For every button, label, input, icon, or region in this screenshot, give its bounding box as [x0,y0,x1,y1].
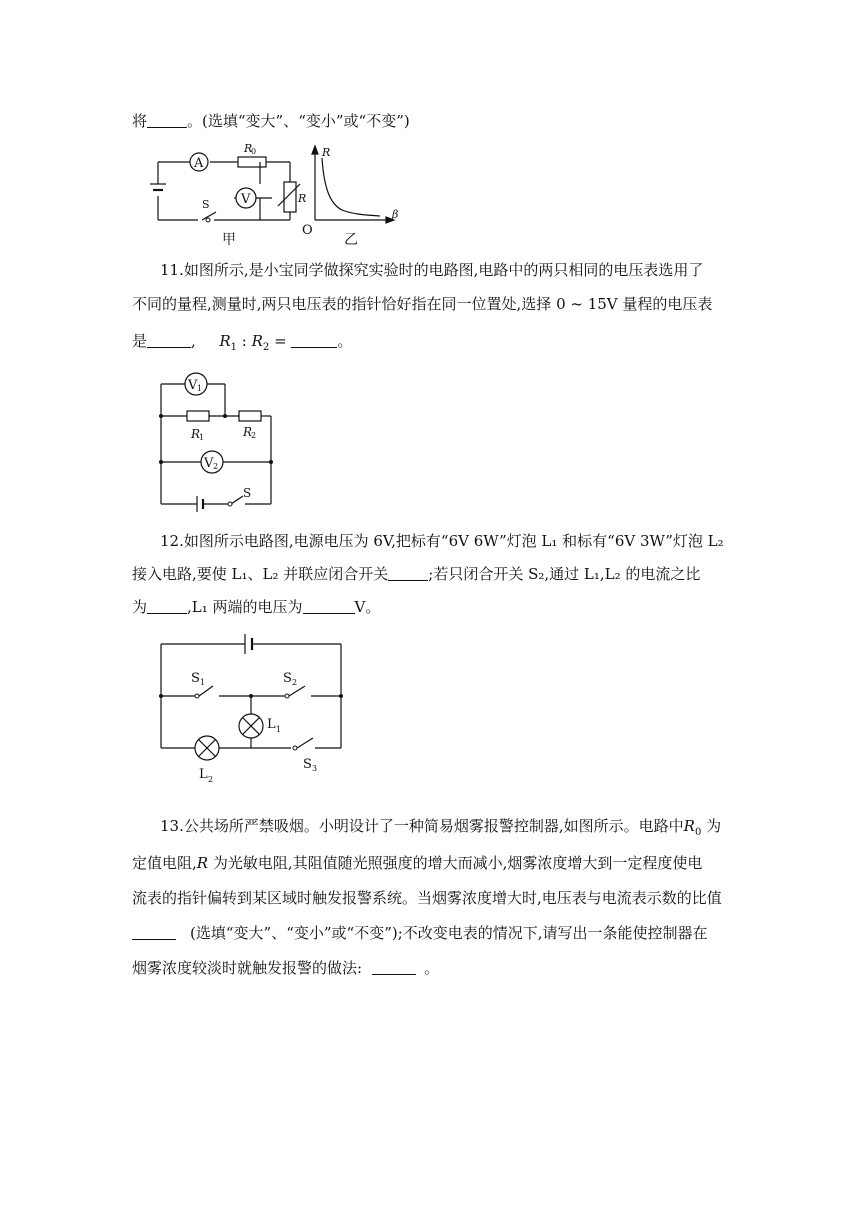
caption-jia: 甲 [222,232,236,248]
q11-r2-label: R [243,425,253,439]
q13-line2-a: 定值电阻, [132,854,197,872]
q10-figure-jia [150,140,310,250]
q12-l1-label: L [267,717,276,732]
q11-r2-sub: 2 [251,431,257,440]
q11-ratio-r2-sub: 2 [262,342,270,353]
q13-line4: (选填“变大”、“变小”或“不变”);不改变电表的情况下,请写出一条能使控制器在 [190,924,708,942]
q11-r1-label: R [191,427,201,441]
q11-ratio-r1-sub: 1 [230,342,238,353]
q13-line5-b: 。 [424,959,440,977]
q12-s2-label: S [283,671,292,686]
graph-x-label: β [392,208,399,221]
q11-line3-end: 。 [337,332,353,350]
caption-yi: 乙 [344,232,358,248]
q11-ratio-colon: : [237,332,252,350]
q11-line-3 [132,331,352,358]
q11-v1-sub: 1 [197,384,203,393]
q11-line3-a: 是 [132,332,148,350]
q11-v2-label: V [204,456,214,471]
q12-s3-sub: 3 [312,764,318,773]
q11-v2-sub: 2 [213,462,219,471]
q13-line-5 [132,958,439,978]
q13-line2-b: 为光敏电阻,其阻值随光照强度的增大而减小,烟雾浓度增大到一定程度使电 [208,854,703,872]
q10-answer-blank[interactable] [147,112,187,128]
q12-line-1: 12.如图所示电路图,电源电压为 6V,把标有“6V 6W”灯泡 L₁ 和标有“6V 3W”灯泡 L₂ [160,532,724,550]
q12-l2-sub: 2 [208,775,214,784]
q12-s1-label: S [191,671,200,686]
q13-line-3: 流表的指针偏转到某区域时触发报警系统。当烟雾浓度增大时,电压表与电流表示数的比值 [132,889,722,907]
q13-r0: R [683,817,695,835]
q11-r1-sub: 1 [199,433,205,442]
r0-sub: 0 [251,147,257,156]
q11-blank-2[interactable] [291,332,337,348]
r0-label: R [244,142,253,155]
q12-blank-3[interactable] [303,598,355,614]
q11-line-1: 11.如图所示,是小宝同学做探究实验时的电路图,电路中的两只相同的电压表选用了 [160,261,704,279]
q12-line3-a: 为 [132,598,148,616]
switch-label: S [202,198,210,211]
q13-blank-1[interactable] [132,924,176,940]
r-label: R [298,192,307,205]
q13-line-1 [160,816,721,843]
q13-r0-sub: 0 [694,827,702,838]
q13-line1-b: 为 [701,817,722,835]
q11-v1-label: V [188,378,198,393]
q10-figure-yi [300,144,410,250]
ammeter-label: A [194,156,204,171]
q13-line1-a: 13.公共场所严禁吸烟。小明设计了一种简易烟雾报警控制器,如图所示。电路中 [160,817,684,835]
q13-blank-2[interactable] [372,959,416,975]
q11-line-2: 不同的量程,测量时,两只电压表的指针恰好指在同一位置处,选择 0 ~ 15V 量程的电压表 [132,295,713,313]
voltmeter-label: V [241,192,251,207]
q12-line3-c: V。 [354,598,381,616]
q12-line2-b: ;若只闭合开关 S₂,通过 L₁,L₂ 的电流之比 [428,565,701,583]
q13-line5-a: 烟雾浓度较淡时就触发报警的做法: [132,959,363,977]
q11-blank-1[interactable] [147,332,191,348]
q10-line [132,111,410,131]
q12-line3-b: ,L₁ 两端的电压为 [187,598,303,616]
q11-ratio-r1: R [219,332,231,350]
q13-r: R [196,854,209,872]
q12-s1-sub: 1 [200,678,206,687]
q12-figure [155,630,355,790]
q12-s2-sub: 2 [292,678,298,687]
q13-line-2 [132,853,702,873]
q11-switch-label: S [243,486,252,500]
graph-y-label: R [322,146,331,159]
q12-line-2 [132,564,700,584]
q12-line2-a: 接入电路,要使 L₁、L₂ 并联应闭合开关 [132,565,389,583]
q11-ratio-r2: R [251,332,263,350]
q13-line-4 [132,923,708,943]
q10-prefix: 将 [132,112,148,130]
graph-origin: O [302,223,313,238]
q12-blank-2[interactable] [147,598,187,614]
q11-line3-b: , [191,332,196,350]
q12-l1-sub: 1 [276,725,282,734]
q12-l2-label: L [199,767,208,782]
q11-figure [155,366,285,512]
q11-ratio-eq: = [269,332,287,350]
q12-line-3 [132,597,380,617]
q10-suffix: 。(选填“变大”、“变小”或“不变”) [187,112,410,130]
q12-s3-label: S [303,757,312,772]
q12-blank-1[interactable] [388,565,428,581]
